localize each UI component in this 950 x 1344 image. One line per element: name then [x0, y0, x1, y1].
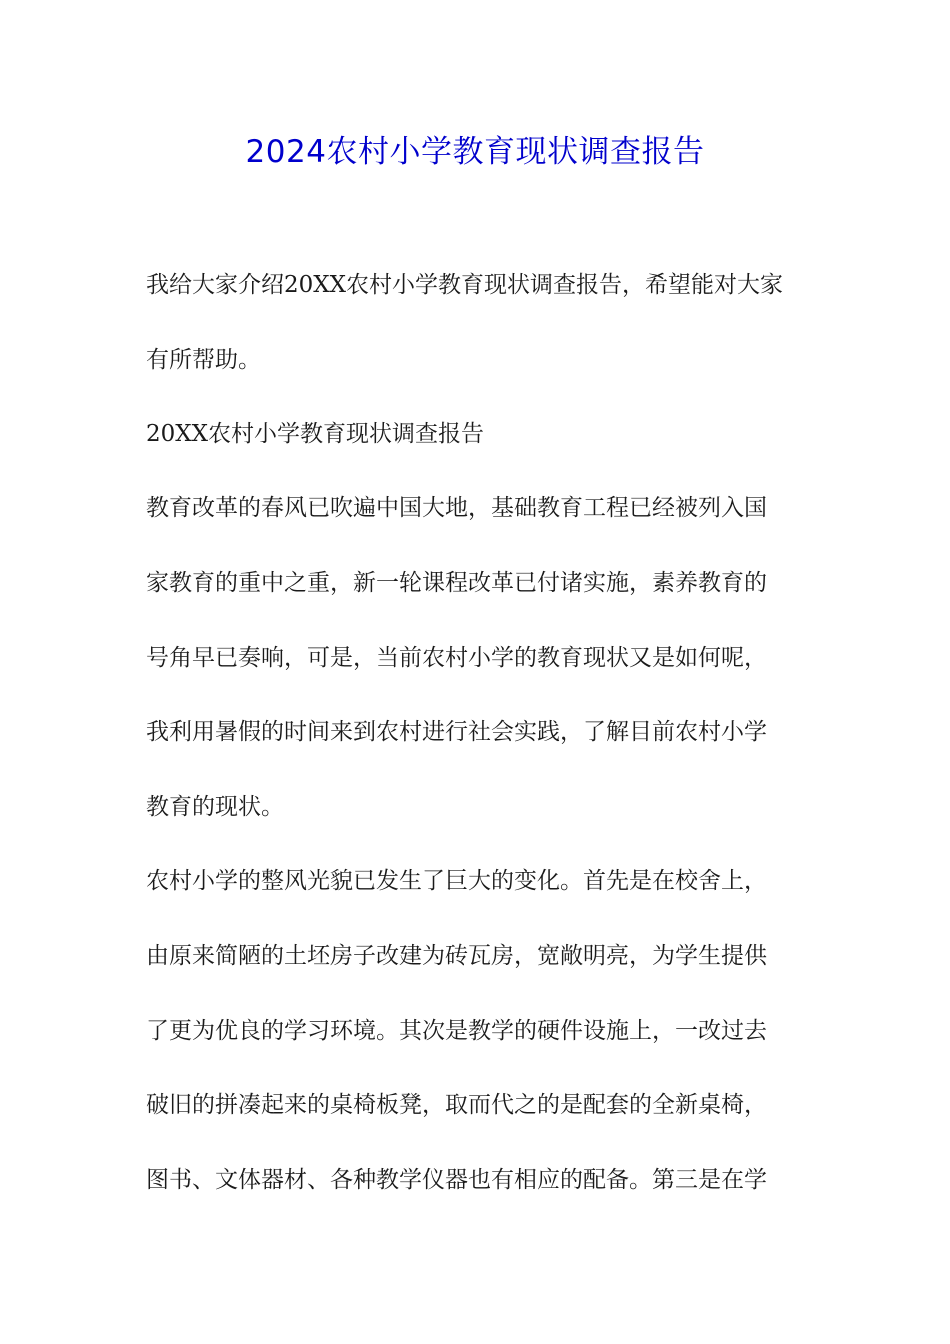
paragraph-line: 号角早已奏响，可是，当前农村小学的教育现状又是如何呢， [146, 645, 767, 671]
paragraph-line: 家教育的重中之重，新一轮课程改革已付诸实施，素养教育的 [146, 570, 767, 596]
paragraph-line: 了更为优良的学习环境。其次是教学的硬件设施上，一改过去 [146, 1018, 767, 1044]
document-title: 2024农村小学教育现状调查报告 [245, 134, 705, 170]
paragraph-line: 图书、文体器材、各种教学仪器也有相应的配备。第三是在学 [146, 1167, 767, 1193]
paragraph-line: 农村小学的整风光貌已发生了巨大的变化。首先是在校舍上， [146, 868, 767, 894]
paragraph-line: 破旧的拼凑起来的桌椅板凳，取而代之的是配套的全新桌椅， [146, 1092, 767, 1118]
paragraph-line: 教育改革的春风已吹遍中国大地，基础教育工程已经被列入国 [146, 495, 767, 521]
paragraph-line: 教育的现状。 [146, 794, 284, 820]
paragraph-line: 有所帮助。 [146, 347, 261, 373]
paragraph-line: 我利用暑假的时间来到农村进行社会实践，了解目前农村小学 [146, 719, 767, 745]
paragraph-line: 由原来简陋的土坯房子改建为砖瓦房，宽敞明亮，为学生提供 [146, 943, 767, 969]
subheading-line: 20XX农村小学教育现状调查报告 [146, 421, 485, 447]
paragraph-line: 我给大家介绍20XX农村小学教育现状调查报告，希望能对大家 [146, 272, 784, 298]
